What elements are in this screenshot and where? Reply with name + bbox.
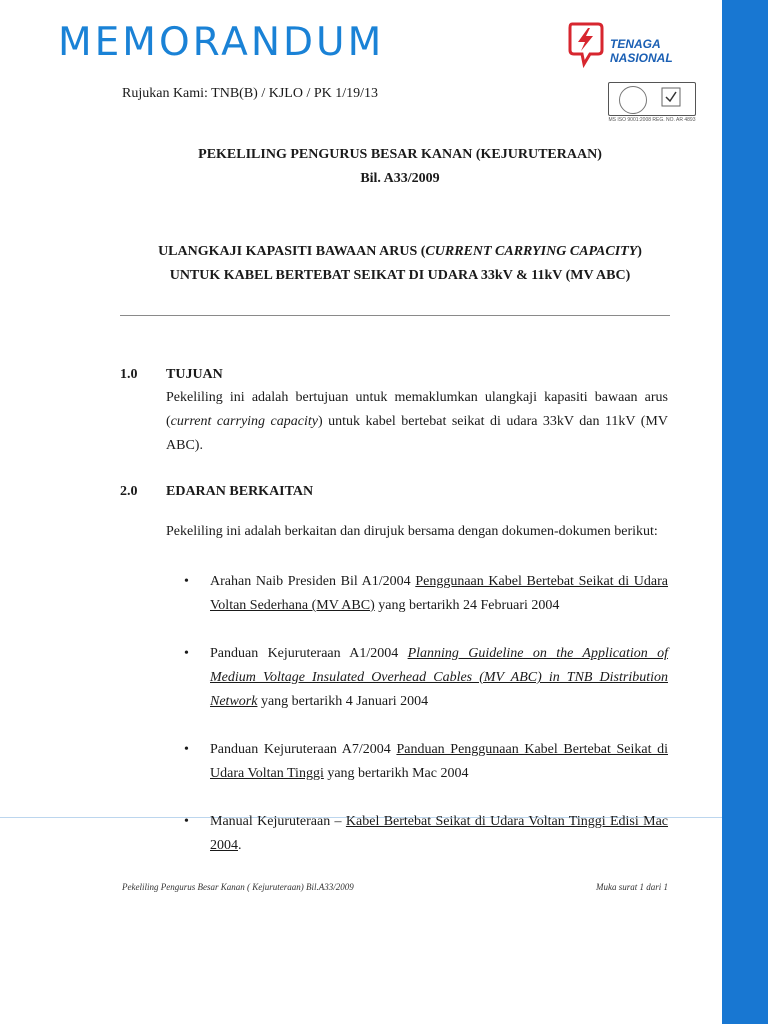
bullet-1-pre: Arahan Naib Presiden Bil A1/2004 [210,574,416,589]
section-2-title: EDARAN BERKAITAN [166,484,314,499]
bullet-1-post: yang bertarikh 24 Februari 2004 [374,598,560,613]
bullet-dot: • [184,814,189,829]
logo-text-line2: NASIONAL [610,51,673,65]
section-1-text-c: ) untuk kabel bertebat seikat di udara 33kV dan 11kV (MV ABC). [166,414,668,453]
subject-line-1 [110,244,690,260]
bullet-dot: • [184,646,189,661]
section-1-number: 1.0 [120,367,138,382]
bullet-2-pre: Panduan Kejuruteraan A1/2004 [210,646,408,661]
quality-system-seal-icon [619,86,647,114]
reference-number: Rujukan Kami: TNB(B) / KJLO / PK 1/19/13 [122,86,379,101]
bullet-4-doc-title: Kabel Bertebat Seikat di Udara Voltan Tinggi Edisi Mac 2004 [210,814,669,853]
bullet-item-3 [210,738,668,786]
bullet-item-1 [210,570,668,618]
bullet-item-4 [210,810,668,858]
section-1-text-a: Pekeliling ini adalah bertujuan untuk memaklumkan ulangkaji kapasiti bawaan arus ( [166,390,668,429]
footer-document-ref: Pekeliling Pengurus Besar Kanan ( Kejuruteraan) Bil.A33/2009 [122,882,354,892]
bullet-dot: • [184,742,189,757]
bullet-1-doc-title: Penggunaan Kabel Bertebat Seikat di Udara Voltan Sederhana (MV ABC) [210,574,669,613]
bullet-4-post: . [238,838,242,853]
section-2-intro: Pekeliling ini adalah berkaitan dan dirujuk bersama dengan dokumen-dokumen berikut: [166,524,658,539]
bullet-4-pre: Manual Kejuruteraan – [210,814,346,829]
bullet-2-post: yang bertarikh 4 Januari 2004 [257,694,429,709]
divider [120,315,670,316]
section-2-number: 2.0 [120,484,138,499]
subject-line-1-text-c: ) [637,244,642,259]
tnb-logo [566,20,701,76]
section-1-paragraph [166,386,668,458]
subject-line-2: UNTUK KABEL BERTEBAT SEIKAT DI UDARA 33kV & 11kV (MV ABC) [169,268,631,283]
subject-line-1-italic: CURRENT CARRYING CAPACITY [425,244,638,259]
section-1-title: TUJUAN [166,367,223,382]
tnb-logo-icon [566,20,606,72]
memo-title: MEMORANDUM [58,20,385,65]
bullet-3-doc-title: Panduan Penggunaan Kabel Bertebat Seikat di Udara Voltan Tinggi [210,742,669,781]
page-edge-bar [722,0,768,1024]
circular-number: Bil. A33/2009 [360,171,440,186]
certification-caption: MS ISO 9001:2008 REG. NO. AR 4893 [608,117,696,123]
bullet-item-2 [210,642,668,714]
section-1-text-italic: current carrying capacity [170,414,318,429]
footer-page-number: Muka surat 1 dari 1 [596,882,668,892]
subject-line-1-text-a: ULANGKAJI KAPASITI BAWAAN ARUS ( [158,244,426,259]
bullet-3-post: yang bertarikh Mac 2004 [323,766,469,781]
bullet-dot: • [184,574,189,589]
bullet-3-pre: Panduan Kejuruteraan A7/2004 [210,742,397,757]
circular-heading: PEKELILING PENGURUS BESAR KANAN (KEJURUTERAAN) [198,147,602,162]
logo-text-line1: TENAGA [610,37,661,51]
certification-marks [608,82,696,116]
bullet-2-doc-title: Planning Guideline on the Application of Medium Voltage Insulated Overhead Cables (MV ABC) in TNB Distribution Network [210,646,668,709]
ukas-check-icon [659,86,683,110]
